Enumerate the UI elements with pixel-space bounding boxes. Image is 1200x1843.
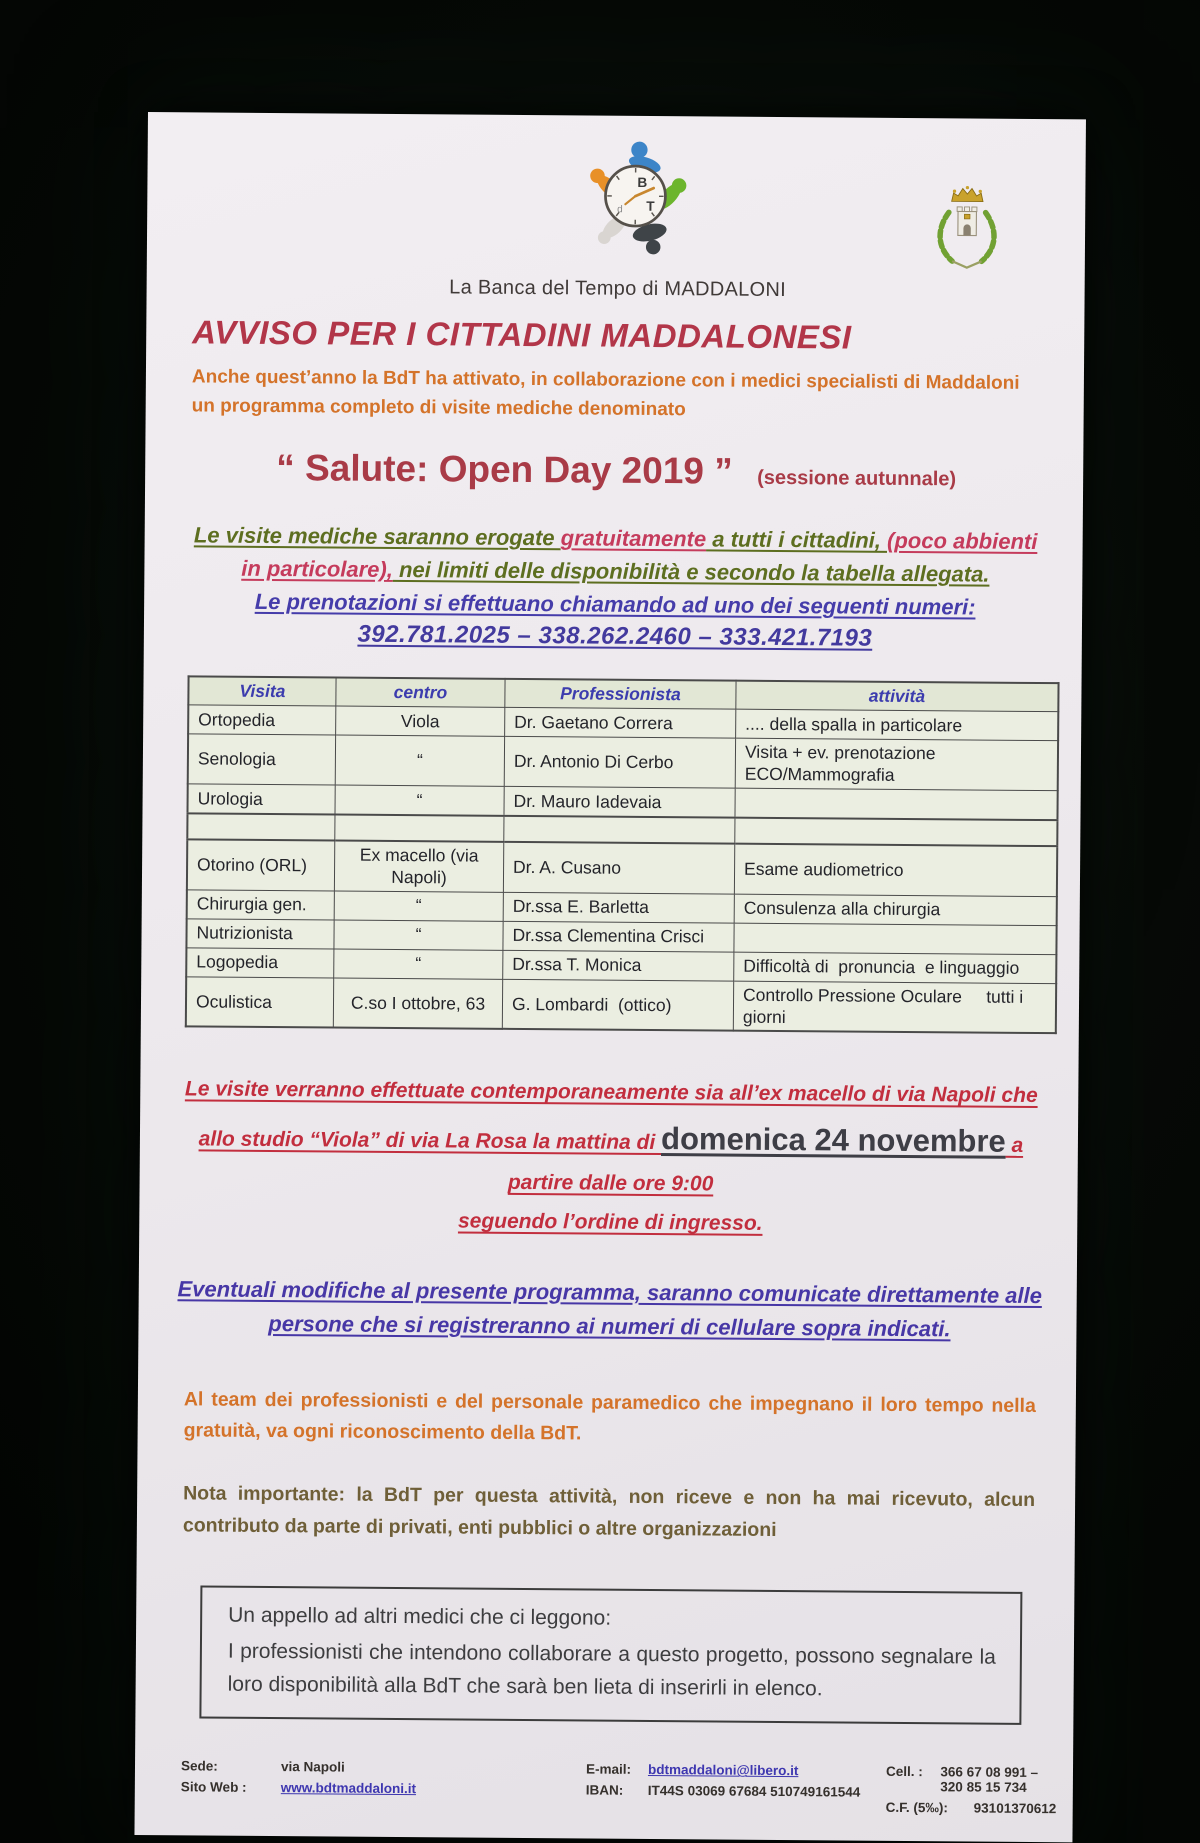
cell-attivita: Esame audiometrico bbox=[734, 843, 1057, 896]
cell-visita bbox=[187, 813, 335, 840]
cell-professionista: G. Lombardi (ottico) bbox=[502, 979, 733, 1031]
footer-col-address bbox=[181, 1759, 586, 1813]
cell-value: 366 67 08 991 – 320 85 15 734 bbox=[940, 1765, 1056, 1796]
notice-intro: Anche quest’anno la BdT ha attivato, in collaborazione con i medici specialisti di Maddaloni un programma completo di visite mediche denominato bbox=[192, 363, 1042, 427]
sede-label: Sede: bbox=[181, 1759, 281, 1775]
cell-visita: Ortopedia bbox=[188, 705, 336, 735]
schedule-date: domenica 24 novembre bbox=[661, 1121, 1006, 1159]
appeal-heading: Un appello ad altri medici che ci leggono: bbox=[228, 1599, 996, 1638]
footer-row-sede bbox=[181, 1759, 586, 1777]
cell-visita: Senologia bbox=[188, 734, 336, 785]
cell-centro: “ bbox=[335, 735, 504, 786]
cell-attivita bbox=[734, 923, 1057, 955]
event-heading bbox=[183, 446, 1049, 495]
cell-professionista: Dr.ssa Clementina Crisci bbox=[503, 921, 734, 952]
cell-professionista: Dr. Mauro Iadevaia bbox=[504, 786, 735, 817]
footer-row-cell bbox=[886, 1764, 1057, 1795]
gratuity-seg-red: (poco abbienti in particolare), bbox=[241, 528, 1037, 582]
header-logos bbox=[185, 134, 1052, 279]
footer-col-email-iban bbox=[586, 1762, 886, 1815]
cell-professionista: Dr. Antonio Di Cerbo bbox=[504, 736, 735, 788]
changes-paragraph: Eventuali modifiche al presente programma, saranno comunicate direttamente alle persone che si registreranno ai numeri di cellulare sopra indicati. bbox=[176, 1272, 1043, 1347]
cell-centro: Ex macello (via Napoli) bbox=[334, 840, 503, 892]
sede-value: via Napoli bbox=[281, 1760, 345, 1776]
header-professionista: Professionista bbox=[505, 679, 736, 709]
cell-visita: Urologia bbox=[187, 784, 335, 815]
header-visita: Visita bbox=[188, 676, 336, 706]
important-note-paragraph: Nota importante: la BdT per questa attività, non riceve e non ha mai ricevuto, alcun contributo da parte di privati, enti pubblici o altre organizzazioni bbox=[183, 1479, 1035, 1548]
event-subtitle: (sessione autunnale) bbox=[757, 467, 956, 491]
svg-text:d: d bbox=[617, 204, 623, 215]
cell-professionista: Dr.ssa E. Barletta bbox=[503, 892, 734, 923]
cell-centro bbox=[335, 814, 504, 841]
cell-visita: Chirurgia gen. bbox=[187, 889, 335, 919]
cell-visita: Logopedia bbox=[186, 947, 334, 977]
footer-col-phone-cf bbox=[886, 1764, 1057, 1816]
iban-label: IBAN: bbox=[586, 1783, 648, 1798]
cell-centro: “ bbox=[335, 785, 504, 816]
table-row bbox=[186, 976, 1056, 1033]
schedule-time: a partire dalle ore 9:00 bbox=[508, 1134, 1023, 1196]
gratuity-seg-green: a tutti i cittadini, bbox=[706, 526, 887, 552]
cell-professionista bbox=[504, 816, 735, 844]
website-link[interactable]: www.bdtmaddaloni.it bbox=[281, 1781, 416, 1797]
header-centro: centro bbox=[336, 677, 505, 707]
notice-title: AVVISO PER I CITTADINI MADDALONESI bbox=[192, 313, 1050, 358]
schedule-text: Le visite verranno effettuate contemporaneamente sia all’ex macello di via Napoli che allo studio “Viola” di via La Rosa la mattina di bbox=[185, 1078, 1038, 1154]
flyer-paper bbox=[134, 112, 1086, 1843]
cell-attivita: Consulenza alla chirurgia bbox=[734, 894, 1057, 926]
gratuity-seg-green: Le visite mediche saranno erogate bbox=[194, 522, 561, 550]
iban-value: IT44S 03069 67684 510749161544 bbox=[648, 1783, 861, 1800]
cell-professionista: Dr.ssa T. Monica bbox=[503, 950, 734, 981]
city-crest-icon bbox=[921, 172, 1014, 277]
cf-value: 93101370612 bbox=[974, 1801, 1057, 1817]
sito-label: Sito Web : bbox=[181, 1780, 281, 1796]
footer-row-iban bbox=[586, 1783, 886, 1800]
visits-table bbox=[185, 675, 1060, 1034]
gratuity-seg-red: gratuitamente bbox=[561, 525, 707, 551]
footer-contacts bbox=[181, 1759, 1039, 1817]
cell-attivita: .... della spalla in particolare bbox=[736, 709, 1059, 741]
appeal-box bbox=[199, 1585, 1022, 1725]
footer-row-cf bbox=[886, 1800, 1057, 1816]
cell-centro: C.so I ottobre, 63 bbox=[333, 978, 502, 1030]
cell-visita: Otorino (ORL) bbox=[187, 839, 335, 890]
cell-centro: Viola bbox=[336, 706, 505, 736]
gratuity-paragraph bbox=[182, 518, 1048, 591]
cell-attivita bbox=[735, 788, 1058, 820]
cell-centro: “ bbox=[334, 949, 503, 979]
email-label: E-mail: bbox=[586, 1762, 648, 1777]
svg-text:B: B bbox=[637, 175, 647, 190]
cell-professionista: Dr. Gaetano Correra bbox=[505, 707, 736, 738]
cell-label: Cell. : bbox=[886, 1764, 941, 1779]
schedule-order-note: seguendo l’ordine di ingresso. bbox=[177, 1201, 1043, 1245]
event-title: “ Salute: Open Day 2019 ” bbox=[276, 447, 733, 492]
cell-centro: “ bbox=[334, 920, 503, 950]
schedule-paragraph bbox=[177, 1072, 1044, 1245]
cell-visita: Nutrizionista bbox=[186, 918, 334, 948]
footer-row-sito bbox=[181, 1780, 586, 1798]
appeal-body: I professionisti che intendono collaborare a questo progetto, possono segnalare la loro disponibilità alla BdT che sarà ben lieta di inserirli in elenco. bbox=[228, 1636, 996, 1707]
cell-attivita: Difficoltà di pronuncia e linguaggio bbox=[734, 952, 1057, 984]
email-link[interactable]: bdtmaddaloni@libero.it bbox=[648, 1762, 799, 1778]
cell-attivita: Visita + ev. prenotazione ECO/Mammografia bbox=[735, 738, 1058, 790]
booking-phone-numbers: 392.781.2025 – 338.262.2460 – 333.421.7193 bbox=[182, 619, 1048, 654]
gratuity-seg-green: nei limiti delle disponibilità e secondo la tabella allegata. bbox=[393, 557, 990, 587]
visits-table-wrapper bbox=[185, 675, 1048, 1034]
cell-professionista: Dr. A. Cusano bbox=[503, 842, 734, 894]
header-attivita: attività bbox=[736, 681, 1059, 712]
cell-attivita bbox=[735, 817, 1058, 846]
cf-label: C.F. (5‰): bbox=[886, 1800, 974, 1816]
booking-instructions: Le prenotazioni si effettuano chiamando ad uno dei seguenti numeri: bbox=[182, 588, 1048, 621]
cell-attivita: Controllo Pressione Oculare tutti i giorni bbox=[733, 981, 1056, 1034]
cell-centro: “ bbox=[334, 891, 503, 921]
table-row bbox=[188, 734, 1058, 791]
organization-name: La Banca del Tempo di MADDALONI bbox=[185, 274, 1051, 304]
table-row bbox=[187, 839, 1057, 896]
svg-text:T: T bbox=[646, 199, 655, 214]
thanks-paragraph: Al team dei professionisti e del personale paramedico che impegnano il loro tempo nella gratuità, va ogni riconoscimento della BdT. bbox=[184, 1384, 1036, 1453]
cell-visita: Oculistica bbox=[186, 976, 334, 1027]
bdt-clock-people-logo-icon bbox=[577, 139, 696, 258]
footer-row-email bbox=[586, 1762, 886, 1779]
